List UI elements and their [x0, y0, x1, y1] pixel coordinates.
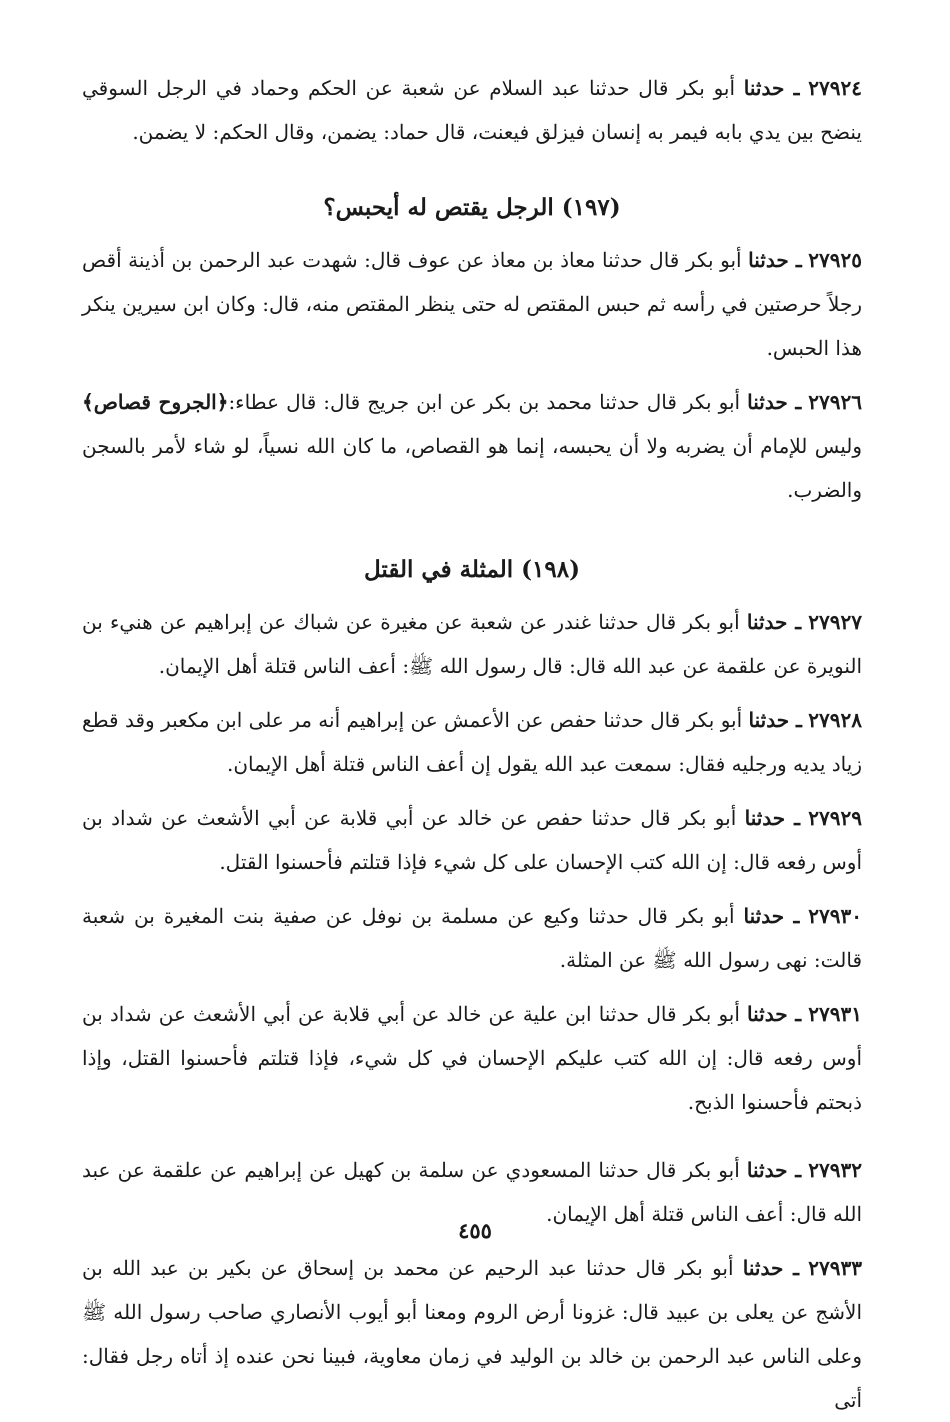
hadith-number: ٢٧٩٢٧ [808, 610, 862, 634]
hadith-text: أبو بكر قال حدثنا عبد السلام عن شعبة عن الحكم وحماد في الرجل السوقي ينضح بين يدي بابه فيمر به إنسان فيزلق فيعنت، قال حماد: يضمن، وقال الحكم: لا يضمن. [82, 76, 862, 144]
hadith-entry-27928 [82, 698, 862, 786]
hadith-lead: ـ حدثنا [747, 390, 802, 414]
hadith-lead: ـ حدثنا [747, 1002, 802, 1026]
hadith-text: أبو بكر قال حدثنا حفص عن الأعمش عن إبراهيم أنه مر على ابن مكعبر وقد قطع زياد يديه ورجليه فقال: سمعت عبد الله يقول إن أعف الناس قتلة أهل الإيمان. [82, 708, 862, 776]
hadith-number: ٢٧٩٢٨ [808, 708, 862, 732]
hadith-entry-27931 [82, 992, 862, 1124]
hadith-text: أبو بكر قال حدثنا حفص عن خالد عن أبي قلابة عن أبي الأشعث عن شداد بن أوس رفعه قال: إن الله كتب الإحسان على كل شيء فإذا قتلتم فأحسنوا القتل. [82, 806, 862, 874]
hadith-text: أبو بكر قال حدثنا المسعودي عن سلمة بن كهيل عن إبراهيم عن علقمة عن عبد الله قال: أعف الناس قتلة أهل الإيمان. [82, 1158, 862, 1226]
hadith-number: ٢٧٩٢٤ [808, 76, 862, 100]
hadith-lead: ـ حدثنا [748, 708, 802, 732]
hadith-entry-27933 [82, 1246, 862, 1422]
hadith-number: ٢٧٩٣٢ [808, 1158, 862, 1182]
hadith-text: أبو بكر قال حدثنا وكيع عن مسلمة بن نوفل عن صفية بنت المغيرة بن شعبة قالت: نهى رسول الله ﷺ عن المثلة. [82, 904, 862, 972]
hadith-number: ٢٧٩٢٥ [808, 248, 862, 272]
hadith-text: أبو بكر قال حدثنا محمد بن بكر عن ابن جريج قال: قال عطاء: [228, 390, 748, 414]
chapter-heading-197: (١٩٧) الرجل يقتص له أيحبس؟ [323, 194, 621, 221]
hadith-number: ٢٧٩٢٦ [808, 390, 862, 414]
hadith-number: ٢٧٩٢٩ [808, 806, 862, 830]
hadith-entry-27925 [82, 238, 862, 370]
hadith-entry-27924 [82, 66, 862, 154]
chapter-heading-198: (١٩٨) المثلة في القتل [364, 556, 580, 583]
hadith-number: ٢٧٩٣١ [808, 1002, 862, 1026]
hadith-entry-27930 [82, 894, 862, 982]
hadith-text: أبو بكر قال حدثنا معاذ بن معاذ عن عوف قال: شهدت عبد الرحمن بن أذينة أقص رجلاً حرصتين في رأسه ثم حبس المقتص له حتى ينظر المقتص منه، قال: وكان ابن سيرين ينكر هذا الحبس. [82, 248, 862, 360]
hadith-number: ٢٧٩٣٣ [808, 1256, 862, 1280]
hadith-lead: ـ حدثنا [746, 610, 802, 634]
hadith-text-continued: وليس للإمام أن يضربه ولا أن يحبسه، إنما هو القصاص، ما كان الله نسياً، لو شاء لأمر بالسجن والضرب. [82, 434, 862, 502]
quran-quote: ﴿الجروح قصاص﴾ [82, 390, 229, 414]
hadith-lead: ـ حدثنا [742, 1256, 800, 1280]
hadith-number: ٢٧٩٣٠ [808, 904, 863, 928]
hadith-text: أبو بكر قال حدثنا غندر عن شعبة عن مغيرة عن شباك عن إبراهيم عن هنيء بن النويرة عن علقمة عن عبد الله قال: قال رسول الله ﷺ: أعف الناس قتلة أهل الإيمان. [82, 610, 862, 678]
hadith-lead: ـ حدثنا [746, 1158, 802, 1182]
hadith-entry-27926 [82, 380, 862, 512]
spacer [82, 1134, 862, 1148]
hadith-lead: ـ حدثنا [743, 76, 800, 100]
hadith-entry-27927 [82, 600, 862, 688]
hadith-text: أبو بكر قال حدثنا ابن علية عن خالد عن أبي قلابة عن أبي الأشعث عن شداد بن أوس رفعه قال: إن الله كتب عليكم الإحسان في كل شيء، فإذا قتلتم فأحسنوا القتل، وإذا ذبحتم فأحسنوا الذبح. [82, 1002, 862, 1114]
hadith-lead: ـ حدثنا [743, 904, 800, 928]
hadith-entry-27929 [82, 796, 862, 884]
hadith-text: أبو بكر قال حدثنا عبد الرحيم عن محمد بن إسحاق عن بكير بن عبد الله بن الأشج عن يعلى بن عبيد قال: غزونا أرض الروم ومعنا أبو أيوب الأنصاري صاحب رسول الله ﷺ وعلى الناس عبد الرحمن بن خالد بن الوليد في زمان معاوية، فبينا نحن عنده إذ أتاه رجل فقال: أتى [82, 1256, 862, 1412]
hadith-lead: ـ حدثنا [744, 806, 800, 830]
hadith-lead: ـ حدثنا [748, 248, 802, 272]
page-number: ٤٥٥ [458, 1218, 492, 1243]
